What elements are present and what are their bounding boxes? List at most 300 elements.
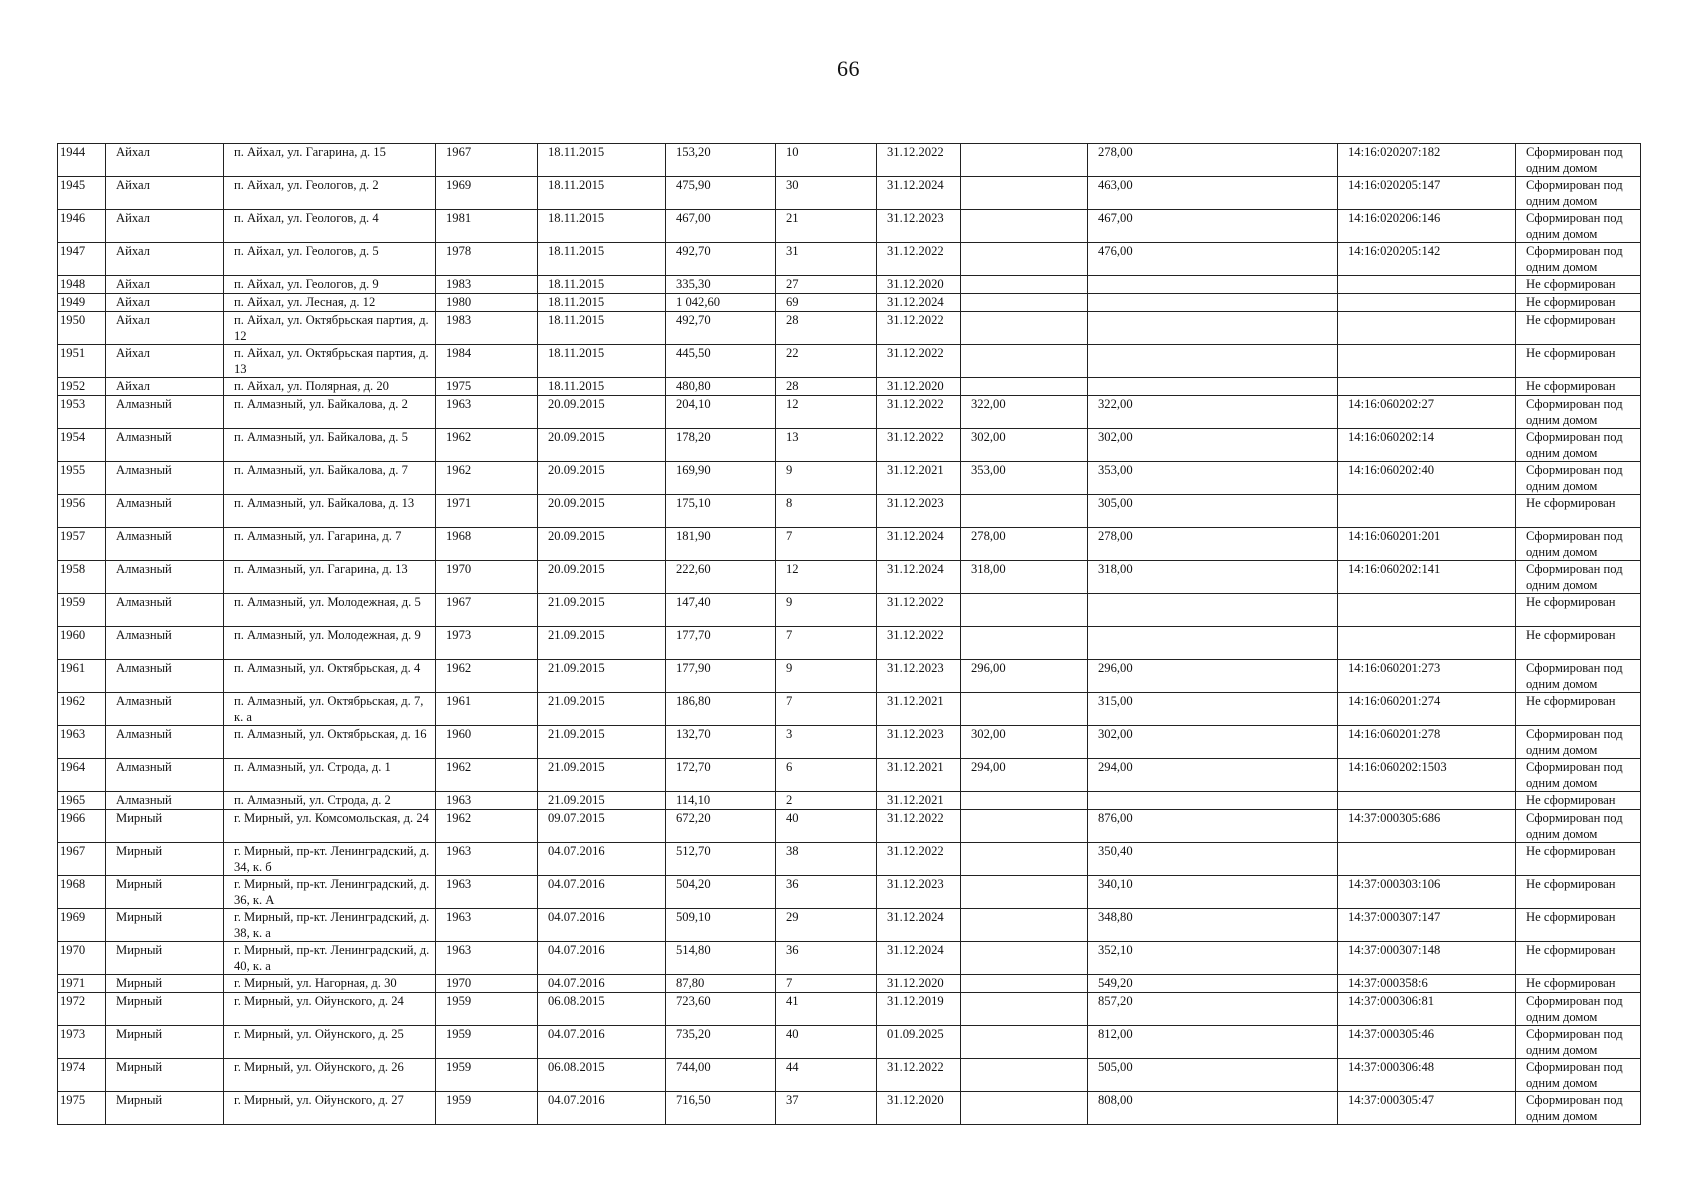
address-cell: п. Алмазный, ул. Октябрьская, д. 16 [224, 726, 436, 759]
inclusion-date-cell: 20.09.2015 [538, 462, 666, 495]
row-number-cell: 1974 [58, 1059, 106, 1092]
inclusion-date-cell: 21.09.2015 [538, 660, 666, 693]
row-number-cell: 1975 [58, 1092, 106, 1125]
inclusion-date-cell: 20.09.2015 [538, 561, 666, 594]
cadastral-number-cell: 14:16:020205:142 [1338, 243, 1516, 276]
build-year-cell: 1967 [436, 144, 538, 177]
table-row [58, 276, 1641, 294]
resettlement-date-cell: 31.12.2024 [877, 294, 961, 312]
build-year-cell: 1980 [436, 294, 538, 312]
cadastral-number-cell: 14:37:000358:6 [1338, 975, 1516, 993]
plot-status-cell: Сформирован под одним домом [1516, 1092, 1641, 1125]
table-row [58, 294, 1641, 312]
residents-cell: 36 [776, 876, 877, 909]
area-cell: 114,10 [666, 792, 776, 810]
cadastral-number-cell [1338, 276, 1516, 294]
area-cell: 504,20 [666, 876, 776, 909]
land-area-cell [961, 1059, 1088, 1092]
resettlement-date-cell: 31.12.2023 [877, 660, 961, 693]
cadastral-number-cell: 14:37:000307:148 [1338, 942, 1516, 975]
address-cell: п. Алмазный, ул. Гагарина, д. 13 [224, 561, 436, 594]
plot-status-cell: Сформирован под одним домом [1516, 528, 1641, 561]
area-cell: 335,30 [666, 276, 776, 294]
plot-status-cell: Не сформирован [1516, 792, 1641, 810]
land-area-cell [961, 294, 1088, 312]
resettlement-date-cell: 31.12.2020 [877, 1092, 961, 1125]
row-number-cell: 1966 [58, 810, 106, 843]
build-year-cell: 1963 [436, 792, 538, 810]
cadastral-number-cell: 14:16:020205:147 [1338, 177, 1516, 210]
plot-area-cell [1088, 294, 1338, 312]
plot-area-cell: 278,00 [1088, 144, 1338, 177]
inclusion-date-cell: 18.11.2015 [538, 144, 666, 177]
table-row [58, 396, 1641, 429]
residents-cell: 7 [776, 693, 877, 726]
residents-cell: 8 [776, 495, 877, 528]
inclusion-date-cell: 21.09.2015 [538, 726, 666, 759]
table-row [58, 876, 1641, 909]
inclusion-date-cell: 20.09.2015 [538, 528, 666, 561]
land-area-cell [961, 144, 1088, 177]
cadastral-number-cell [1338, 594, 1516, 627]
build-year-cell: 1963 [436, 876, 538, 909]
area-cell: 204,10 [666, 396, 776, 429]
cadastral-number-cell: 14:37:000303:106 [1338, 876, 1516, 909]
resettlement-date-cell: 31.12.2020 [877, 975, 961, 993]
residents-cell: 3 [776, 726, 877, 759]
plot-area-cell: 322,00 [1088, 396, 1338, 429]
residents-cell: 41 [776, 993, 877, 1026]
land-area-cell [961, 792, 1088, 810]
row-number-cell: 1960 [58, 627, 106, 660]
settlement-cell: Айхал [106, 144, 224, 177]
build-year-cell: 1960 [436, 726, 538, 759]
table-row [58, 1026, 1641, 1059]
area-cell: 744,00 [666, 1059, 776, 1092]
build-year-cell: 1962 [436, 759, 538, 792]
land-area-cell: 278,00 [961, 528, 1088, 561]
address-cell: п. Алмазный, ул. Строда, д. 2 [224, 792, 436, 810]
plot-area-cell: 278,00 [1088, 528, 1338, 561]
build-year-cell: 1962 [436, 429, 538, 462]
inclusion-date-cell: 18.11.2015 [538, 345, 666, 378]
cadastral-number-cell [1338, 627, 1516, 660]
cadastral-number-cell: 14:16:020206:146 [1338, 210, 1516, 243]
cadastral-number-cell: 14:16:060201:201 [1338, 528, 1516, 561]
area-cell: 735,20 [666, 1026, 776, 1059]
plot-area-cell: 318,00 [1088, 561, 1338, 594]
resettlement-date-cell: 31.12.2019 [877, 993, 961, 1026]
settlement-cell: Алмазный [106, 561, 224, 594]
cadastral-number-cell [1338, 345, 1516, 378]
area-cell: 512,70 [666, 843, 776, 876]
table-row [58, 1092, 1641, 1125]
address-cell: п. Алмазный, ул. Гагарина, д. 7 [224, 528, 436, 561]
address-cell: г. Мирный, ул. Ойунского, д. 27 [224, 1092, 436, 1125]
build-year-cell: 1959 [436, 1092, 538, 1125]
cadastral-number-cell: 14:37:000306:81 [1338, 993, 1516, 1026]
resettlement-date-cell: 31.12.2024 [877, 561, 961, 594]
plot-area-cell [1088, 792, 1338, 810]
address-cell: п. Айхал, ул. Геологов, д. 9 [224, 276, 436, 294]
land-area-cell [961, 210, 1088, 243]
resettlement-date-cell: 31.12.2021 [877, 792, 961, 810]
row-number-cell: 1948 [58, 276, 106, 294]
residents-cell: 28 [776, 312, 877, 345]
resettlement-date-cell: 31.12.2024 [877, 528, 961, 561]
land-area-cell [961, 993, 1088, 1026]
settlement-cell: Мирный [106, 909, 224, 942]
area-cell: 177,90 [666, 660, 776, 693]
area-cell: 492,70 [666, 312, 776, 345]
residents-cell: 31 [776, 243, 877, 276]
build-year-cell: 1967 [436, 594, 538, 627]
area-cell: 177,70 [666, 627, 776, 660]
settlement-cell: Мирный [106, 942, 224, 975]
address-cell: п. Алмазный, ул. Молодежная, д. 9 [224, 627, 436, 660]
page-number: 66 [837, 56, 860, 81]
address-cell: п. Айхал, ул. Полярная, д. 20 [224, 378, 436, 396]
resettlement-date-cell: 31.12.2022 [877, 396, 961, 429]
settlement-cell: Айхал [106, 378, 224, 396]
plot-status-cell: Сформирован под одним домом [1516, 243, 1641, 276]
resettlement-date-cell: 31.12.2021 [877, 759, 961, 792]
resettlement-date-cell: 31.12.2021 [877, 462, 961, 495]
table-row [58, 177, 1641, 210]
table-row [58, 975, 1641, 993]
plot-status-cell: Сформирован под одним домом [1516, 177, 1641, 210]
row-number-cell: 1971 [58, 975, 106, 993]
table-row [58, 792, 1641, 810]
area-cell: 467,00 [666, 210, 776, 243]
resettlement-date-cell: 31.12.2023 [877, 876, 961, 909]
land-area-cell [961, 1092, 1088, 1125]
settlement-cell: Айхал [106, 345, 224, 378]
row-number-cell: 1964 [58, 759, 106, 792]
inclusion-date-cell: 18.11.2015 [538, 294, 666, 312]
residents-cell: 40 [776, 810, 877, 843]
row-number-cell: 1961 [58, 660, 106, 693]
area-cell: 492,70 [666, 243, 776, 276]
row-number-cell: 1959 [58, 594, 106, 627]
residents-cell: 12 [776, 561, 877, 594]
build-year-cell: 1962 [436, 462, 538, 495]
plot-area-cell: 467,00 [1088, 210, 1338, 243]
address-cell: г. Мирный, пр-кт. Ленинградский, д. 34, к. б [224, 843, 436, 876]
address-cell: п. Айхал, ул. Октябрьская партия, д. 12 [224, 312, 436, 345]
row-number-cell: 1962 [58, 693, 106, 726]
row-number-cell: 1969 [58, 909, 106, 942]
area-cell: 222,60 [666, 561, 776, 594]
plot-area-cell: 348,80 [1088, 909, 1338, 942]
address-cell: п. Алмазный, ул. Октябрьская, д. 7, к. а [224, 693, 436, 726]
build-year-cell: 1970 [436, 975, 538, 993]
area-cell: 175,10 [666, 495, 776, 528]
residents-cell: 36 [776, 942, 877, 975]
build-year-cell: 1959 [436, 1059, 538, 1092]
address-cell: г. Мирный, ул. Ойунского, д. 26 [224, 1059, 436, 1092]
inclusion-date-cell: 04.07.2016 [538, 975, 666, 993]
resettlement-date-cell: 31.12.2022 [877, 312, 961, 345]
inclusion-date-cell: 21.09.2015 [538, 693, 666, 726]
cadastral-number-cell [1338, 312, 1516, 345]
plot-status-cell: Сформирован под одним домом [1516, 759, 1641, 792]
settlement-cell: Айхал [106, 243, 224, 276]
plot-area-cell: 876,00 [1088, 810, 1338, 843]
settlement-cell: Алмазный [106, 396, 224, 429]
row-number-cell: 1952 [58, 378, 106, 396]
row-number-cell: 1958 [58, 561, 106, 594]
settlement-cell: Мирный [106, 1092, 224, 1125]
inclusion-date-cell: 18.11.2015 [538, 243, 666, 276]
plot-status-cell: Не сформирован [1516, 627, 1641, 660]
table-row [58, 144, 1641, 177]
resettlement-date-cell: 31.12.2023 [877, 210, 961, 243]
inclusion-date-cell: 04.07.2016 [538, 843, 666, 876]
plot-area-cell [1088, 378, 1338, 396]
plot-status-cell: Сформирован под одним домом [1516, 144, 1641, 177]
settlement-cell: Алмазный [106, 759, 224, 792]
resettlement-date-cell: 31.12.2020 [877, 378, 961, 396]
plot-area-cell: 294,00 [1088, 759, 1338, 792]
resettlement-date-cell: 31.12.2022 [877, 144, 961, 177]
table-row [58, 942, 1641, 975]
build-year-cell: 1963 [436, 396, 538, 429]
cadastral-number-cell: 14:16:060201:273 [1338, 660, 1516, 693]
land-area-cell: 302,00 [961, 726, 1088, 759]
plot-status-cell: Не сформирован [1516, 495, 1641, 528]
inclusion-date-cell: 21.09.2015 [538, 792, 666, 810]
plot-area-cell: 350,40 [1088, 843, 1338, 876]
plot-area-cell [1088, 345, 1338, 378]
inclusion-date-cell: 18.11.2015 [538, 210, 666, 243]
row-number-cell: 1953 [58, 396, 106, 429]
plot-status-cell: Не сформирован [1516, 843, 1641, 876]
settlement-cell: Алмазный [106, 627, 224, 660]
build-year-cell: 1959 [436, 1026, 538, 1059]
build-year-cell: 1962 [436, 660, 538, 693]
build-year-cell: 1963 [436, 909, 538, 942]
residents-cell: 38 [776, 843, 877, 876]
settlement-cell: Алмазный [106, 693, 224, 726]
area-cell: 475,90 [666, 177, 776, 210]
address-cell: п. Айхал, ул. Гагарина, д. 15 [224, 144, 436, 177]
residents-cell: 69 [776, 294, 877, 312]
resettlement-date-cell: 31.12.2022 [877, 429, 961, 462]
address-cell: г. Мирный, ул. Нагорная, д. 30 [224, 975, 436, 993]
address-cell: п. Айхал, ул. Геологов, д. 4 [224, 210, 436, 243]
land-area-cell [961, 243, 1088, 276]
plot-status-cell: Не сформирован [1516, 693, 1641, 726]
address-cell: г. Мирный, пр-кт. Ленинградский, д. 36, к. А [224, 876, 436, 909]
address-cell: п. Алмазный, ул. Байкалова, д. 2 [224, 396, 436, 429]
residents-cell: 28 [776, 378, 877, 396]
table-row [58, 693, 1641, 726]
plot-area-cell: 305,00 [1088, 495, 1338, 528]
housing-registry-table [57, 143, 1641, 1125]
build-year-cell: 1984 [436, 345, 538, 378]
resettlement-date-cell: 31.12.2022 [877, 594, 961, 627]
table-row [58, 312, 1641, 345]
land-area-cell [961, 495, 1088, 528]
row-number-cell: 1951 [58, 345, 106, 378]
land-area-cell [961, 810, 1088, 843]
land-area-cell [961, 345, 1088, 378]
table-row [58, 429, 1641, 462]
inclusion-date-cell: 20.09.2015 [538, 396, 666, 429]
land-area-cell [961, 312, 1088, 345]
residents-cell: 12 [776, 396, 877, 429]
inclusion-date-cell: 18.11.2015 [538, 276, 666, 294]
plot-area-cell [1088, 312, 1338, 345]
build-year-cell: 1970 [436, 561, 538, 594]
row-number-cell: 1955 [58, 462, 106, 495]
build-year-cell: 1973 [436, 627, 538, 660]
residents-cell: 30 [776, 177, 877, 210]
table-row [58, 210, 1641, 243]
settlement-cell: Алмазный [106, 495, 224, 528]
plot-status-cell: Сформирован под одним домом [1516, 561, 1641, 594]
address-cell: г. Мирный, ул. Ойунского, д. 24 [224, 993, 436, 1026]
cadastral-number-cell: 14:16:060202:40 [1338, 462, 1516, 495]
plot-status-cell: Сформирован под одним домом [1516, 993, 1641, 1026]
table-row [58, 726, 1641, 759]
plot-area-cell: 505,00 [1088, 1059, 1338, 1092]
resettlement-date-cell: 31.12.2022 [877, 627, 961, 660]
table-row [58, 843, 1641, 876]
settlement-cell: Алмазный [106, 528, 224, 561]
inclusion-date-cell: 21.09.2015 [538, 627, 666, 660]
address-cell: п. Алмазный, ул. Байкалова, д. 13 [224, 495, 436, 528]
land-area-cell: 296,00 [961, 660, 1088, 693]
plot-status-cell: Сформирован под одним домом [1516, 1026, 1641, 1059]
residents-cell: 22 [776, 345, 877, 378]
land-area-cell [961, 177, 1088, 210]
build-year-cell: 1971 [436, 495, 538, 528]
build-year-cell: 1983 [436, 312, 538, 345]
plot-status-cell: Не сформирован [1516, 942, 1641, 975]
residents-cell: 27 [776, 276, 877, 294]
resettlement-date-cell: 31.12.2024 [877, 909, 961, 942]
area-cell: 509,10 [666, 909, 776, 942]
plot-area-cell: 549,20 [1088, 975, 1338, 993]
row-number-cell: 1946 [58, 210, 106, 243]
table-row [58, 528, 1641, 561]
table-row [58, 561, 1641, 594]
plot-status-cell: Сформирован под одним домом [1516, 726, 1641, 759]
build-year-cell: 1962 [436, 810, 538, 843]
plot-status-cell: Не сформирован [1516, 378, 1641, 396]
table-row [58, 243, 1641, 276]
plot-area-cell: 463,00 [1088, 177, 1338, 210]
plot-area-cell: 352,10 [1088, 942, 1338, 975]
residents-cell: 7 [776, 528, 877, 561]
cadastral-number-cell: 14:37:000305:46 [1338, 1026, 1516, 1059]
build-year-cell: 1981 [436, 210, 538, 243]
area-cell: 186,80 [666, 693, 776, 726]
build-year-cell: 1963 [436, 942, 538, 975]
residents-cell: 37 [776, 1092, 877, 1125]
settlement-cell: Айхал [106, 294, 224, 312]
plot-area-cell: 808,00 [1088, 1092, 1338, 1125]
area-cell: 1 042,60 [666, 294, 776, 312]
area-cell: 514,80 [666, 942, 776, 975]
land-area-cell: 322,00 [961, 396, 1088, 429]
residents-cell: 9 [776, 594, 877, 627]
row-number-cell: 1947 [58, 243, 106, 276]
settlement-cell: Мирный [106, 876, 224, 909]
row-number-cell: 1956 [58, 495, 106, 528]
settlement-cell: Мирный [106, 975, 224, 993]
cadastral-number-cell: 14:16:060202:141 [1338, 561, 1516, 594]
settlement-cell: Мирный [106, 810, 224, 843]
inclusion-date-cell: 20.09.2015 [538, 495, 666, 528]
inclusion-date-cell: 04.07.2016 [538, 1092, 666, 1125]
plot-status-cell: Не сформирован [1516, 975, 1641, 993]
row-number-cell: 1945 [58, 177, 106, 210]
table-row [58, 993, 1641, 1026]
row-number-cell: 1972 [58, 993, 106, 1026]
plot-area-cell: 476,00 [1088, 243, 1338, 276]
resettlement-date-cell: 31.12.2023 [877, 495, 961, 528]
cadastral-number-cell: 14:16:060201:278 [1338, 726, 1516, 759]
settlement-cell: Алмазный [106, 594, 224, 627]
inclusion-date-cell: 18.11.2015 [538, 378, 666, 396]
plot-area-cell: 296,00 [1088, 660, 1338, 693]
cadastral-number-cell: 14:16:060202:1503 [1338, 759, 1516, 792]
cadastral-number-cell: 14:16:060202:27 [1338, 396, 1516, 429]
row-number-cell: 1954 [58, 429, 106, 462]
settlement-cell: Мирный [106, 843, 224, 876]
row-number-cell: 1950 [58, 312, 106, 345]
land-area-cell: 294,00 [961, 759, 1088, 792]
area-cell: 153,20 [666, 144, 776, 177]
address-cell: п. Алмазный, ул. Байкалова, д. 5 [224, 429, 436, 462]
plot-status-cell: Сформирован под одним домом [1516, 660, 1641, 693]
resettlement-date-cell: 31.12.2022 [877, 810, 961, 843]
residents-cell: 2 [776, 792, 877, 810]
land-area-cell [961, 975, 1088, 993]
table-row [58, 495, 1641, 528]
cadastral-number-cell: 14:16:020207:182 [1338, 144, 1516, 177]
settlement-cell: Мирный [106, 1026, 224, 1059]
address-cell: г. Мирный, пр-кт. Ленинградский, д. 40, к. а [224, 942, 436, 975]
plot-status-cell: Не сформирован [1516, 594, 1641, 627]
settlement-cell: Айхал [106, 177, 224, 210]
row-number-cell: 1949 [58, 294, 106, 312]
plot-status-cell: Сформирован под одним домом [1516, 1059, 1641, 1092]
plot-area-cell: 812,00 [1088, 1026, 1338, 1059]
resettlement-date-cell: 31.12.2022 [877, 1059, 961, 1092]
cadastral-number-cell: 14:16:060202:14 [1338, 429, 1516, 462]
plot-status-cell: Не сформирован [1516, 345, 1641, 378]
settlement-cell: Айхал [106, 312, 224, 345]
residents-cell: 6 [776, 759, 877, 792]
plot-status-cell: Не сформирован [1516, 312, 1641, 345]
table-row [58, 627, 1641, 660]
land-area-cell [961, 1026, 1088, 1059]
settlement-cell: Алмазный [106, 462, 224, 495]
inclusion-date-cell: 06.08.2015 [538, 993, 666, 1026]
build-year-cell: 1975 [436, 378, 538, 396]
area-cell: 147,40 [666, 594, 776, 627]
plot-area-cell: 340,10 [1088, 876, 1338, 909]
inclusion-date-cell: 20.09.2015 [538, 429, 666, 462]
plot-status-cell: Не сформирован [1516, 876, 1641, 909]
resettlement-date-cell: 31.12.2024 [877, 177, 961, 210]
resettlement-date-cell: 31.12.2023 [877, 726, 961, 759]
resettlement-date-cell: 31.12.2022 [877, 843, 961, 876]
